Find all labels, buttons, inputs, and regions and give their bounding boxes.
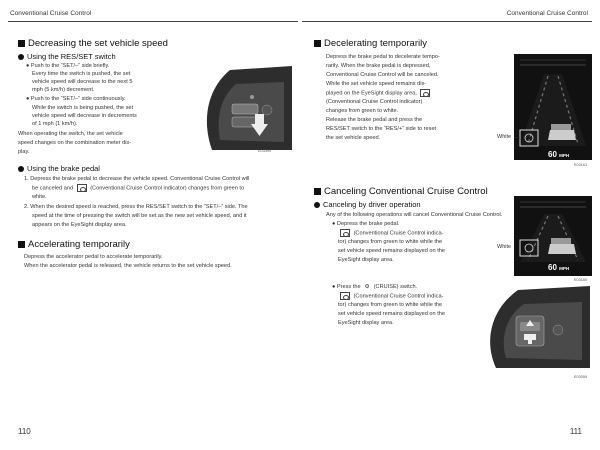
text-line: Every time the switch is pushed, the set [32, 71, 131, 77]
text-line: mph (5 km/h) decrement. [32, 87, 95, 93]
text-line: EyeSight display area. [338, 257, 394, 263]
cruise-indicator-icon [340, 229, 350, 237]
figure-id-e03160: E03160 [574, 278, 588, 282]
heading-round-bullet [18, 166, 24, 172]
text-line: tor) changes from green to white while the [338, 239, 443, 245]
text-line: (Conventional Cruise Control indica- [338, 292, 443, 301]
running-header-right: Conventional Cruise Control [506, 10, 588, 17]
steering-switch-illustration [172, 62, 298, 158]
white-callout-label: White [497, 134, 512, 140]
text-line: ● Push to the “SET/–” side continuously. [26, 96, 126, 102]
section-heading-decreasing-speed: Decreasing the set vehicle speed [18, 38, 168, 49]
page-number-right: 111 [569, 427, 582, 436]
page-number-left: 110 [18, 427, 31, 436]
eyesight-display-illustration [514, 54, 592, 160]
section-heading-decelerating: Decelerating temporarily [314, 38, 427, 49]
heading-square-bullet [18, 241, 25, 248]
speed-readout: 60 MPH [548, 150, 570, 159]
figure-id-e03059: E03059 [574, 375, 588, 379]
text-line: be canceled and (Conventional Cruise Control indicator) changes from green to [32, 185, 245, 192]
white-callout-label: White [497, 244, 512, 250]
text-line: (Conventional Cruise Control indicator) [326, 99, 423, 105]
subheading-res-set-switch: Using the RES/SET switch [18, 52, 116, 61]
text-line: Depress the accelerator pedal to accelerate temporarily. [24, 254, 163, 260]
text-line: Release the brake pedal and press the [326, 117, 423, 123]
text-line: set vehicle speed remains displayed on the [338, 248, 445, 254]
text-line: When the accelerator pedal is released, the vehicle returns to the set vehicle speed. [24, 263, 232, 269]
text-line: of 1 mph (1 km/h). [32, 121, 78, 127]
text-line: played on the EyeSight display area, [326, 89, 432, 98]
cruise-switch-icon: ⚙ [364, 284, 370, 290]
cruise-indicator-icon [77, 184, 87, 192]
text-line: speed changes on the combination meter dis- [18, 140, 132, 146]
text-line: speed at the time of pressing the switch will be set as the new set vehicle speed, and it [32, 213, 247, 219]
heading-square-bullet [314, 40, 321, 47]
text-line: appears on the EyeSight display area. [32, 222, 127, 228]
text-line: While the switch is being pushed, the set [32, 105, 134, 111]
cruise-switch-illustration [466, 282, 592, 372]
text-line: When operating the switch, the set vehicle [18, 131, 123, 137]
text-line: ● Push to the “SET/–” side briefly. [26, 63, 110, 69]
text-line: tor) changes from green to white while the [338, 302, 443, 308]
heading-square-bullet [314, 188, 321, 195]
heading-round-bullet [314, 202, 320, 208]
header-rule-right [302, 21, 592, 22]
subheading-canceling-by-driver: Canceling by driver operation [314, 200, 421, 209]
text-line: Conventional Cruise Control will be canceled. [326, 72, 439, 78]
text-line: Any of the following operations will cancel Conventional Cruise Control. [326, 212, 503, 218]
text-line: vehicle speed will decrease in decrements [32, 113, 137, 119]
text-line: the set vehicle speed. [326, 135, 381, 141]
text-line: set vehicle speed remains displayed on the [338, 311, 445, 317]
text-line: play. [18, 149, 30, 155]
text-line: EyeSight display area. [338, 320, 394, 326]
text-line: While the set vehicle speed remains dis- [326, 81, 427, 87]
header-rule-left [8, 21, 298, 22]
heading-square-bullet [18, 40, 25, 47]
text-line: white. [32, 194, 47, 200]
speed-readout: 60 MPH [548, 263, 570, 272]
text-line: ● Depress the brake pedal. [332, 221, 400, 227]
text-line: (Conventional Cruise Control indica- [338, 229, 443, 238]
text-line: RES/SET switch to the “RES/+” side to reset [326, 126, 437, 132]
text-line: changes from green to white. [326, 108, 399, 114]
text-line: vehicle speed will decrease to the next 5 [32, 79, 133, 85]
text-line: rarily. When the brake pedal is depressed, [326, 63, 431, 69]
text-line: 1. Depress the brake pedal to decrease the vehicle speed. Conventional Cruise Control will [24, 176, 250, 182]
cruise-indicator-icon [420, 89, 430, 97]
figure-id-e03161: E03161 [574, 163, 588, 167]
section-heading-canceling: Canceling Conventional Cruise Control [314, 186, 488, 197]
text-line: ● Press the ⚙ (CRUISE) switch. [332, 284, 418, 290]
running-header-left: Conventional Cruise Control [10, 10, 92, 17]
figure-id-e03399: E03399 [258, 149, 272, 153]
heading-round-bullet [18, 54, 24, 60]
text-line: Depress the brake pedal to decelerate tempo- [326, 54, 440, 60]
section-heading-accelerating: Accelerating temporarily [18, 239, 130, 250]
cruise-indicator-icon [340, 292, 350, 300]
text-line: 2. When the desired speed is reached, press the RES/SET switch to the “SET/–” side. The [24, 204, 248, 210]
subheading-brake-pedal: Using the brake pedal [18, 164, 100, 173]
